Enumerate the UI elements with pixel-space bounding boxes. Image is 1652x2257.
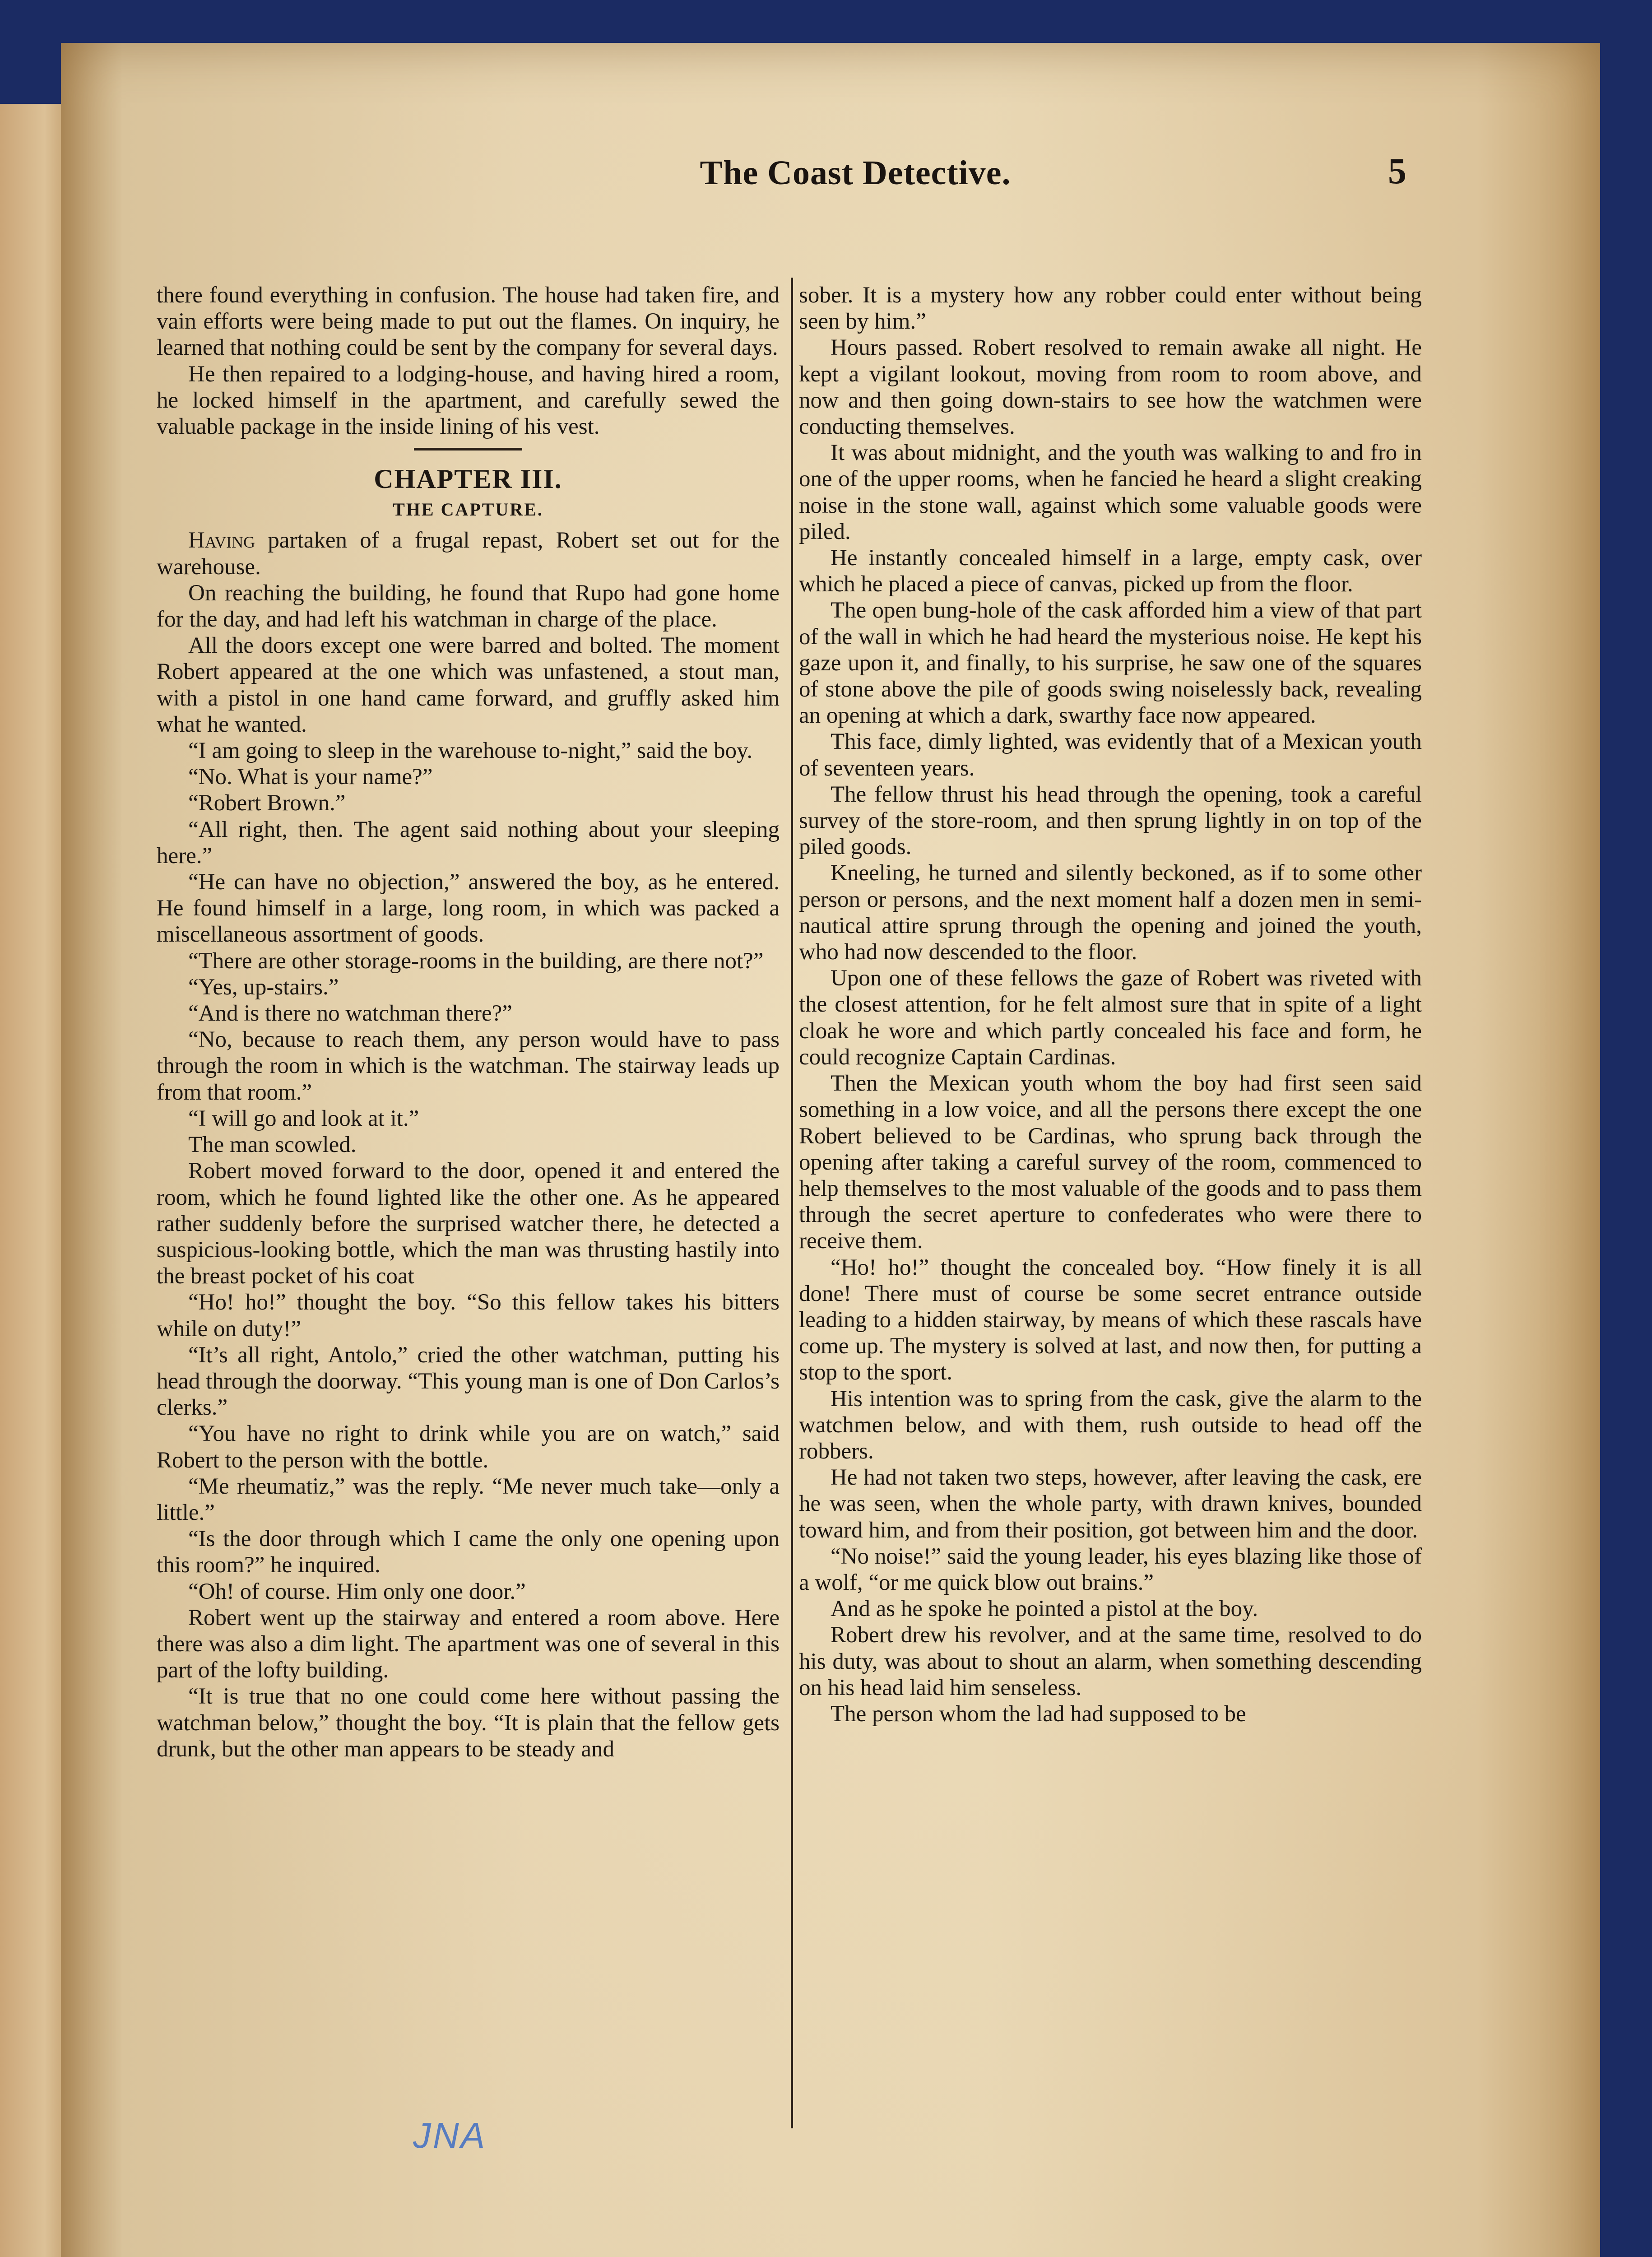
chapter-subtitle: THE CAPTURE. [393, 499, 543, 520]
paragraph: “I will go and look at it.” [188, 1105, 419, 1131]
paragraph: Kneeling, he turned and silently beckoned, as if to some other person or persons, and the next moment half a dozen men in semi-nautical attire sprung through the opening and joined the youth, who had now descended to the floor. [799, 860, 1422, 965]
chapter-title: CHAPTER III. [374, 464, 562, 494]
paragraph: “It is true that no one could come here without passing the watchman below,” thought the boy. “It is plain that the fellow gets drunk, but the other man appears to be steady and [157, 1684, 780, 1762]
paragraph: Hours passed. Robert resolved to remain awake all night. He kept a vigilant lookout, moving from room to room above, and now and then going down-stairs to see how the watchmen were conducting themselves. [799, 335, 1422, 440]
left-column [157, 282, 780, 1762]
paragraph: “Ho! ho!” thought the concealed boy. “How finely it is all done! There must of course be some secret entrance outside leading to a hidden stairway, by means of which these rascals have come up. The mystery is solved at last, and now then, for putting a stop to the sport. [799, 1254, 1422, 1385]
lead-word: Having [188, 528, 255, 553]
paragraph: He then repaired to a lodging-house, and having hired a room, he locked himself in the apartment, and carefully sewed the valuable package in the inside lining of his vest. [157, 361, 780, 440]
paragraph: On reaching the building, he found that Rupo had gone home for the day, and had left his watchman in charge of the place. [157, 580, 780, 632]
paragraph: His intention was to spring from the cask, give the alarm to the watchmen below, and with them, rush outside to head off the robbers. [799, 1386, 1422, 1464]
paragraph: The man scowled. [188, 1132, 357, 1158]
paragraph: Robert went up the stairway and entered a room above. Here there was also a dim light. The apartment was one of several in this part of the lofty building. [157, 1605, 780, 1683]
paragraph: Robert moved forward to the door, opened it and entered the room, which he found lighted like the other one. As he appeared rather suddenly before the surprised watcher there, he detected a suspicious-looking bottle, which the man was thrusting hastily into the breast pocket of his coat [157, 1158, 780, 1289]
paragraph: “Ho! ho!” thought the boy. “So this fellow takes his bitters while on duty!” [157, 1290, 780, 1342]
paragraph: “Yes, up-stairs.” [188, 974, 339, 1000]
paragraph: The fellow thrust his head through the opening, took a careful survey of the store-room, and then sprung lightly in on top of the piled goods. [799, 781, 1422, 860]
paragraph: “No noise!” said the young leader, his eyes blazing like those of a wolf, “or me quick blow out brains.” [799, 1543, 1422, 1595]
paragraph: He had not taken two steps, however, after leaving the cask, ere he was seen, when the whole party, with drawn knives, bounded toward him, and from their position, got between him and the door. [799, 1465, 1422, 1543]
chapter-rule [414, 448, 522, 450]
paragraph: All the doors except one were barred and bolted. The moment Robert appeared at the one which was unfastened, a stout man, with a pistol in one hand came forward, and gruffly asked him what he wanted. [157, 633, 780, 737]
paragraph: He instantly concealed himself in a large, empty cask, over which he placed a piece of canvas, picked up from the floor. [799, 545, 1422, 597]
paragraph: Upon one of these fellows the gaze of Robert was riveted with the closest attention, for he felt almost sure that in spite of a light cloak he wore and which partly concealed his face and form, he could recognize Captain Cardinas. [799, 966, 1422, 1070]
paragraph: “All right, then. The agent said nothing about your sleeping here.” [157, 817, 780, 868]
paragraph: “I am going to sleep in the warehouse to-night,” said the boy. [188, 738, 753, 764]
paragraph: “There are other storage-rooms in the building, are there not?” [188, 948, 764, 974]
paragraph: “No. What is your name?” [188, 764, 433, 790]
paragraph: Robert drew his revolver, and at the same time, resolved to do his duty, was about to shout an alarm, when something descending on his head laid him senseless. [799, 1622, 1422, 1700]
paragraph: “Robert Brown.” [188, 790, 346, 816]
page-number: 5 [1388, 150, 1406, 191]
library-stamp: JNA [413, 2115, 487, 2155]
right-paragraphs [799, 334, 1422, 1727]
paragraph: Then the Mexican youth whom the boy had first seen said something in a low voice, and all the persons there except the one Robert believed to be Cardinas, who sprung back through the opening after taking a careful survey of the room, commenced to help themselves to the most valuable of the goods and to pass them through the secret aperture to confederates who were there to receive them. [799, 1071, 1422, 1254]
paragraph: “He can have no objection,” answered the boy, as he entered. He found himself in a large, long room, in which was packed a miscellaneous assortment of goods. [157, 869, 780, 947]
paragraph [157, 527, 780, 580]
paragraph: “It’s all right, Antolo,” cried the other watchman, putting his head through the doorway. “This young man is one of Don Carlos’s clerks.” [157, 1342, 780, 1421]
paragraph: “No, because to reach them, any person would have to pass through the room in which is the watchman. The stairway leads up from that room.” [157, 1027, 780, 1105]
paragraph: The person whom the lad had supposed to be [831, 1701, 1246, 1727]
paragraph: “Me rheumatiz,” was the reply. “Me never much take—only a little.” [157, 1473, 780, 1525]
paragraph: there found everything in confusion. The house had taken fire, and vain efforts were being made to put out the flames. On inquiry, he learned that nothing could be sent by the company for several days. [157, 283, 780, 361]
paragraph: The open bung-hole of the cask afforded him a view of that part of the wall in which he had heard the mysterious noise. He kept his gaze upon it, and finally, to his surprise, he saw one of the squares of stone above the pile of goods swing noiselessly back, revealing an opening at which a dark, swarthy face now appeared. [799, 598, 1422, 729]
paragraph: “Is the door through which I came the only one opening upon this room?” he inquired. [157, 1526, 780, 1578]
right-column [799, 282, 1422, 1727]
paragraph: “And is there no watchman there?” [188, 1001, 512, 1026]
paragraph: It was about midnight, and the youth was walking to and fro in one of the upper rooms, when he fancied he heard a slight creaking noise in the stone wall, against which some valuable goods were piled. [799, 440, 1422, 544]
paragraph-text: partaken of a frugal repast, Robert set out for the warehouse. [157, 528, 780, 580]
left-paragraphs [157, 580, 780, 1762]
paragraph: “Oh! of course. Him only one door.” [188, 1579, 526, 1604]
page-header [61, 150, 1600, 221]
paragraph: “You have no right to drink while you are on watch,” said Robert to the person with the bottle. [157, 1421, 780, 1473]
paragraph: sober. It is a mystery how any robber could enter without being seen by him.” [799, 283, 1422, 334]
paragraph: And as he spoke he pointed a pistol at the boy. [831, 1596, 1258, 1622]
paragraph: This face, dimly lighted, was evidently that of a Mexican youth of seventeen years. [799, 729, 1422, 781]
running-title: The Coast Detective. [700, 154, 1011, 192]
column-divider [791, 278, 793, 2128]
book-page [61, 43, 1600, 2257]
